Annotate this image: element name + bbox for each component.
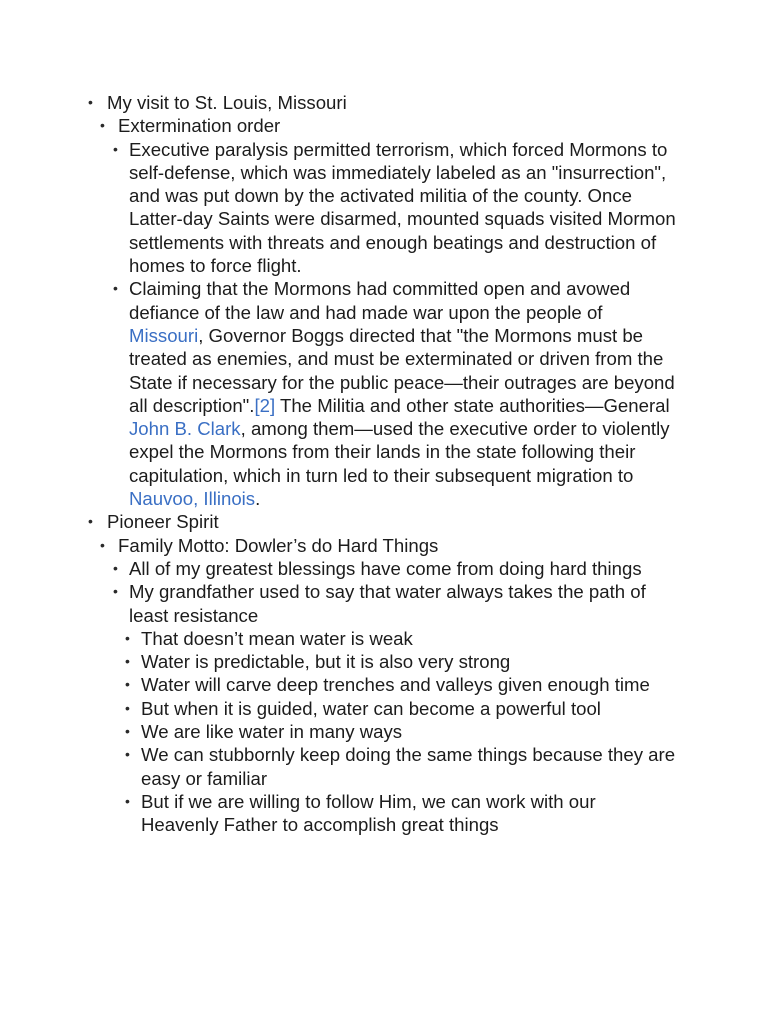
link-john-b-clark[interactable]: John B. Clark [129, 418, 241, 440]
outline-item-water-point [0, 627, 676, 650]
outline-item-blessings [0, 557, 679, 580]
link-missouri[interactable]: Missouri [129, 324, 199, 346]
bullet: • [125, 699, 130, 716]
outline-text: But if we are willing to follow Him, we can work with our Heavenly Father to accomplish great things [141, 790, 596, 836]
outline-text: Pioneer Spirit [107, 511, 219, 533]
link-reference-2[interactable]: [2] [254, 394, 276, 416]
outline-text: That doesn’t mean water is weak [141, 627, 413, 649]
bullet: • [125, 653, 130, 670]
bullet: • [125, 723, 130, 740]
outline-item-pioneer-spirit [0, 510, 667, 533]
outline-item-visit [0, 91, 667, 114]
outline-item-water-point [0, 650, 676, 673]
outline-item-family-motto [0, 534, 678, 557]
outline-text: , among them—used the executive order to violently expel the Mormons from their lands in the state following their capitulation, which in turn led to their subsequent migration to [129, 418, 670, 486]
outline-text: Executive paralysis permitted terrorism, which forced Mormons to self-defense, which was immediately labeled as an "insurrection", and was put down by the activated militia of the county. Once Latter-day Saints were disarmed, mounted squads visited Mormon settlements with threats and enough beatings and destruction of homes to force flight. [129, 138, 676, 277]
outline-item-extermination-order [0, 114, 678, 137]
outline-item-water-point [0, 697, 676, 720]
outline-text: , Governor Boggs directed that "the Mormons must be treated as enemies, and must be exterminated or driven from the State if necessary for the public peace—their outrages are beyond all description". [129, 324, 675, 416]
bullet: • [113, 583, 118, 600]
outline-text: . [255, 488, 261, 510]
outline-text: Water is predictable, but it is also very strong [141, 651, 511, 673]
bullet: • [113, 140, 118, 157]
outline-text: Claiming that the Mormons had committed open and avowed defiance of the law and had made war upon the people of [129, 278, 631, 323]
outline-item-water-point [0, 743, 676, 790]
bullet: • [113, 280, 118, 297]
bullet: • [125, 792, 130, 809]
bullet: • [125, 676, 130, 693]
document-outline [0, 91, 768, 837]
bullet: • [88, 94, 93, 110]
bullet: • [113, 559, 118, 576]
bullet: • [88, 513, 93, 530]
bullet: • [125, 629, 130, 646]
outline-text: The Militia and other state authorities—General [275, 394, 670, 416]
outline-item-grandfather [0, 580, 679, 627]
outline-text: We can stubbornly keep doing the same things because they are easy or familiar [141, 744, 676, 789]
outline-item-executive-paralysis [0, 138, 679, 278]
outline-text: My visit to St. Louis, Missouri [107, 92, 347, 113]
bullet: • [100, 536, 105, 553]
outline-item-water-point [0, 720, 676, 743]
outline-item-water-point [0, 790, 676, 837]
outline-item-water-point [0, 673, 676, 696]
outline-text: Family Motto: Dowler’s do Hard Things [118, 534, 439, 556]
outline-text: We are like water in many ways [141, 721, 403, 743]
outline-item-claiming [0, 277, 679, 510]
outline-text: My grandfather used to say that water always takes the path of least resistance [129, 581, 646, 626]
outline-text: All of my greatest blessings have come from doing hard things [129, 557, 642, 579]
outline-text: But when it is guided, water can become a powerful tool [141, 697, 601, 719]
outline-text: Water will carve deep trenches and valleys given enough time [141, 674, 650, 696]
outline-text: Extermination order [118, 115, 281, 137]
bullet: • [125, 746, 130, 763]
bullet: • [100, 117, 105, 134]
link-nauvoo-illinois[interactable]: Nauvoo, Illinois [129, 488, 256, 510]
